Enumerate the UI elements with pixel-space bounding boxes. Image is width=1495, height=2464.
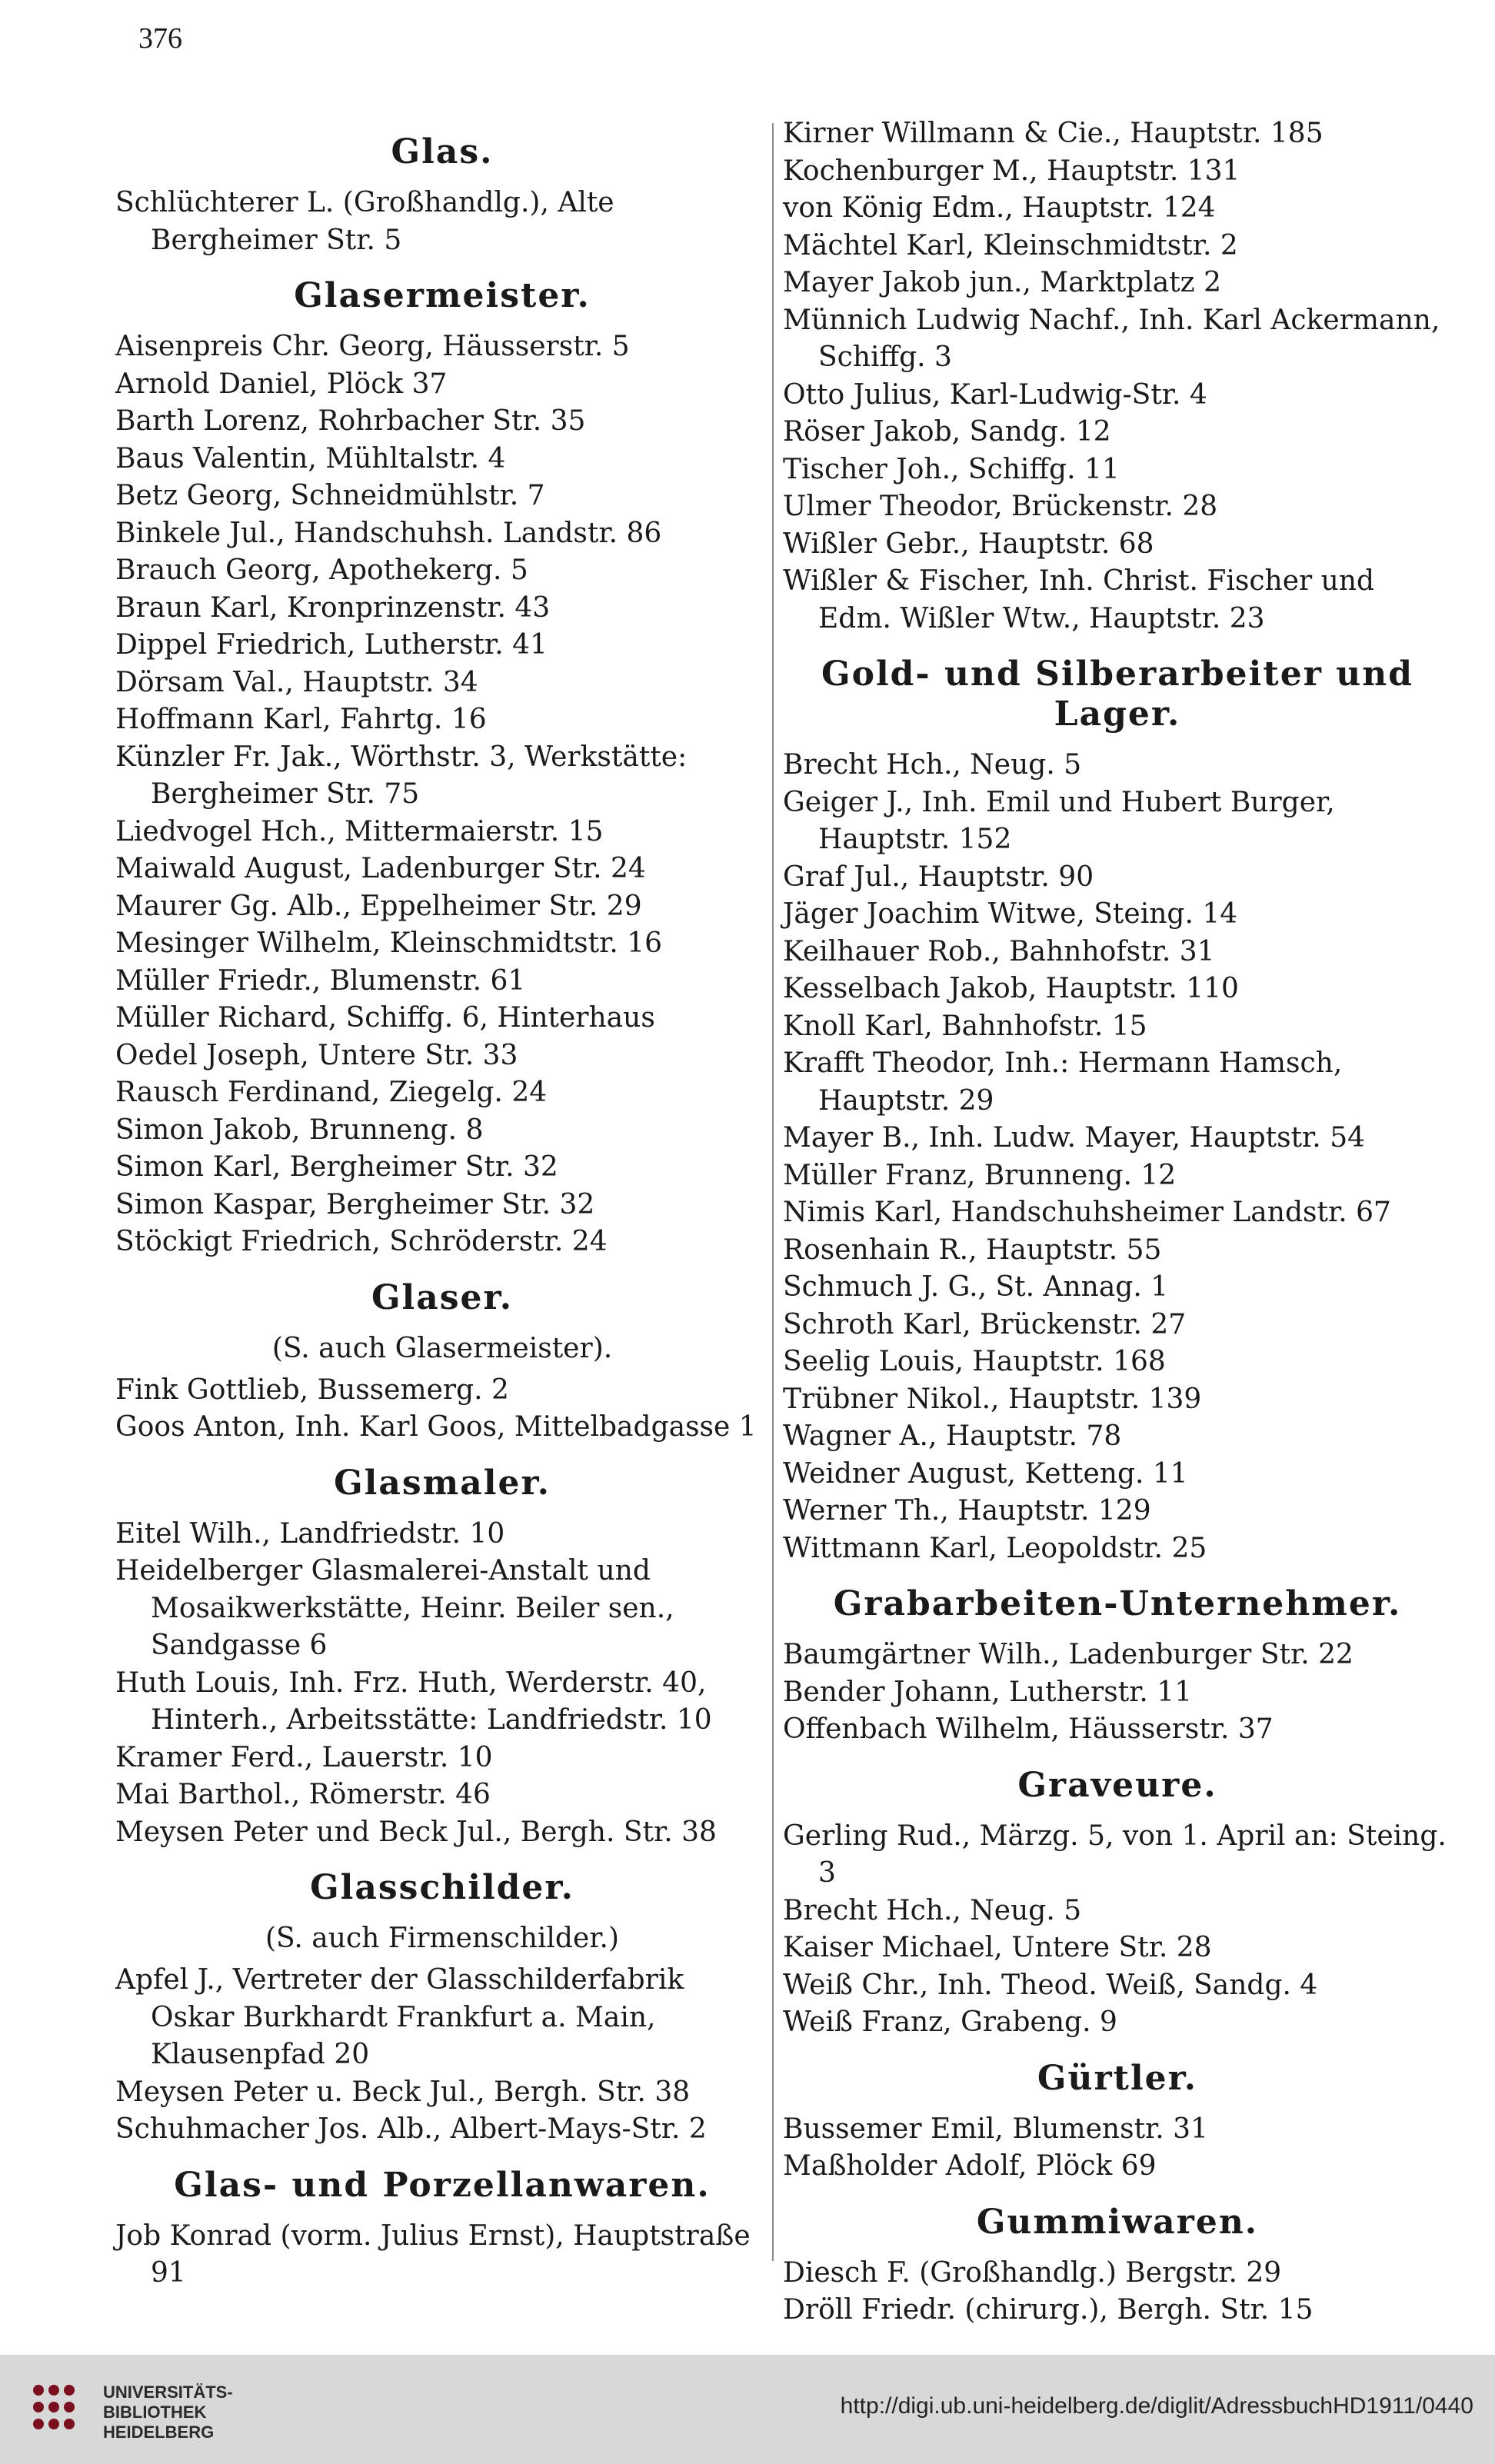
directory-entry: Mai Barthol., Römerstr. 46: [115, 1779, 491, 1810]
directory-entry: Krafft Theodor, Inh.: Hermann Hamsch, Hauptstr. 29: [783, 1047, 1343, 1117]
directory-entry: Geiger J., Inh. Emil und Hubert Burger, Hauptstr. 152: [783, 786, 1335, 855]
directory-entry: Münnich Ludwig Nachf., Inh. Karl Ackermann, Schiffg. 3: [783, 304, 1440, 373]
directory-entry: Baumgärtner Wilh., Ladenburger Str. 22: [783, 1639, 1353, 1670]
directory-entry: Mayer B., Inh. Ludw. Mayer, Hauptstr. 54: [783, 1122, 1366, 1154]
directory-entry: Nimis Karl, Handschuhsheimer Landstr. 67: [783, 1197, 1391, 1228]
right-column: [783, 115, 1452, 2329]
section-note: (S. auch Glasermeister).: [271, 1332, 613, 1364]
directory-entry: Brauch Georg, Apothekerg. 5: [115, 554, 528, 586]
directory-entry: Weiß Franz, Grabeng. 9: [783, 2006, 1117, 2038]
directory-entry: Tischer Joh., Schiffg. 11: [783, 453, 1120, 485]
directory-entry: Wagner A., Hauptstr. 78: [783, 1420, 1122, 1452]
directory-entry: Ulmer Theodor, Brückenstr. 28: [783, 491, 1218, 522]
section-heading: Glaser.: [371, 1277, 514, 1317]
directory-entry: Baus Valentin, Mühltalstr. 4: [115, 442, 506, 474]
directory-entry: Rosenhain R., Hauptstr. 55: [783, 1234, 1162, 1266]
directory-entry: Hoffmann Karl, Fahrtg. 16: [115, 704, 487, 735]
directory-entry: Kesselbach Jakob, Hauptstr. 110: [783, 973, 1239, 1004]
section-heading: Gürtler.: [1037, 2058, 1198, 2098]
directory-entry: Müller Richard, Schiffg. 6, Hinterhaus: [115, 1002, 655, 1034]
directory-entry: Wißler & Fischer, Inh. Christ. Fischer und Edm. Wißler Wtw., Hauptstr. 23: [783, 565, 1375, 634]
directory-entry: Huth Louis, Inh. Frz. Huth, Werderstr. 40, Hinterh., Arbeitsstätte: Landfriedstr. 10: [115, 1667, 712, 1736]
directory-entry: Arnold Daniel, Plöck 37: [115, 368, 448, 400]
section-heading: Glas.: [391, 132, 494, 171]
directory-entry: Simon Kaspar, Bergheimer Str. 32: [115, 1188, 595, 1220]
directory-entry: Wißler Gebr., Hauptstr. 68: [783, 528, 1154, 560]
directory-entry: Stöckigt Friedrich, Schröderstr. 24: [115, 1226, 608, 1257]
directory-entry: Weiß Chr., Inh. Theod. Weiß, Sandg. 4: [783, 1969, 1318, 2001]
directory-entry: Kaiser Michael, Untere Str. 28: [783, 1932, 1212, 1963]
directory-entry: Röser Jakob, Sandg. 12: [783, 416, 1111, 448]
directory-entry: Offenbach Wilhelm, Häusserstr. 37: [783, 1713, 1274, 1745]
directory-entry: Jäger Joachim Witwe, Steing. 14: [783, 898, 1238, 930]
section-heading: Glasmaler.: [334, 1463, 551, 1503]
directory-entry: Weidner August, Ketteng. 11: [783, 1457, 1188, 1490]
directory-entry: Mesinger Wilhelm, Kleinschmidtstr. 16: [115, 927, 663, 959]
directory-entry: Schroth Karl, Brückenstr. 27: [783, 1308, 1187, 1340]
directory-entry: Simon Jakob, Brunneng. 8: [115, 1114, 484, 1146]
directory-entry: Keilhauer Rob., Bahnhofstr. 31: [783, 935, 1215, 967]
column-divider: [772, 123, 774, 2261]
directory-entry: Trübner Nikol., Hauptstr. 139: [783, 1383, 1202, 1415]
directory-entry: Fink Gottlieb, Bussemerg. 2: [115, 1374, 509, 1406]
directory-entry: Seelig Louis, Hauptstr. 168: [783, 1346, 1166, 1377]
directory-entry: Knoll Karl, Bahnhofstr. 15: [783, 1010, 1147, 1042]
directory-entry: Betz Georg, Schneidmühlstr. 7: [115, 480, 545, 511]
directory-entry: Meysen Peter u. Beck Jul., Bergh. Str. 38: [115, 2076, 691, 2108]
directory-entry: Maurer Gg. Alb., Eppelheimer Str. 29: [115, 890, 642, 922]
section-heading: Glas- und Porzellanwaren.: [174, 2165, 711, 2205]
directory-entry: Braun Karl, Kronprinzenstr. 43: [115, 591, 551, 624]
directory-entry: Simon Karl, Bergheimer Str. 32: [115, 1151, 558, 1183]
directory-entry: Job Konrad (vorm. Julius Ernst), Hauptstraße 91: [115, 2219, 751, 2289]
library-name-line2: BIBLIOTHEK: [103, 2402, 207, 2422]
directory-entry: Mayer Jakob jun., Marktplatz 2: [783, 267, 1221, 298]
directory-entry: Kramer Ferd., Lauerstr. 10: [115, 1741, 493, 1773]
directory-entry: Kirner Willmann & Cie., Hauptstr. 185: [783, 118, 1324, 149]
directory-entry: Müller Franz, Brunneng. 12: [783, 1159, 1177, 1191]
directory-entry: Heidelberger Glasmalerei-Anstalt und Mosaikwerkstätte, Heinr. Beiler sen., Sandgasse 6: [115, 1555, 674, 1661]
directory-entry: Maiwald August, Ladenburger Str. 24: [115, 853, 646, 884]
section-heading: Graveure.: [1017, 1765, 1217, 1805]
directory-entry: Rausch Ferdinand, Ziegelg. 24: [115, 1077, 548, 1108]
section-heading: Grabarbeiten-Unternehmer.: [833, 1584, 1402, 1623]
directory-entry: Maßholder Adolf, Plöck 69: [783, 2150, 1157, 2182]
directory-entry: Mächtel Karl, Kleinschmidtstr. 2: [783, 229, 1238, 261]
directory-entry: Müller Friedr., Blumenstr. 61: [115, 964, 526, 997]
directory-entry: Wittmann Karl, Leopoldstr. 25: [783, 1532, 1207, 1564]
directory-entry: Bussemer Emil, Blumenstr. 31: [783, 2113, 1208, 2145]
directory-entry: Oedel Joseph, Untere Str. 33: [115, 1039, 518, 1071]
directory-entry: Schuhmacher Jos. Alb., Albert-Mays-Str. 2: [115, 2113, 707, 2145]
section-heading: Gold- und Silberarbeiter und Lager.: [821, 654, 1413, 734]
directory-entry: Schlüchterer L. (Großhandlg.), Alte Bergheimer Str. 5: [115, 187, 614, 256]
directory-entry: Kochenburger M., Hauptstr. 131: [783, 155, 1240, 187]
directory-entry: Dröll Friedr. (chirurg.), Bergh. Str. 15: [783, 2294, 1314, 2326]
directory-entry: von König Edm., Hauptstr. 124: [783, 192, 1216, 224]
directory-entry: Apfel J., Vertreter der Glasschilderfabrik Oskar Burkhardt Frankfurt a. Main, Klausenpfad 20: [115, 1964, 684, 2070]
directory-entry: Otto Julius, Karl-Ludwig-Str. 4: [783, 378, 1207, 411]
directory-entry: Meysen Peter und Beck Jul., Bergh. Str. 38: [115, 1816, 717, 1848]
directory-entry: Brecht Hch., Neug. 5: [783, 1894, 1082, 1926]
footer-bar: [0, 2355, 1495, 2464]
directory-entry: Dippel Friedrich, Lutherstr. 41: [115, 629, 548, 661]
library-name-line1: UNIVERSITÄTS-: [103, 2382, 233, 2402]
directory-entry: Brecht Hch., Neug. 5: [783, 749, 1082, 781]
section-heading: Gummiwaren.: [976, 2202, 1259, 2242]
directory-entry: Werner Th., Hauptstr. 129: [783, 1495, 1151, 1527]
directory-entry: Binkele Jul., Handschuhsh. Landstr. 86: [115, 517, 662, 549]
directory-entry: Dörsam Val., Hauptstr. 34: [115, 666, 478, 698]
directory-entry: Bender Johann, Lutherstr. 11: [783, 1676, 1193, 1708]
library-name-line3: HEIDELBERG: [103, 2422, 215, 2442]
directory-entry: Barth Lorenz, Rohrbacher Str. 35: [115, 405, 586, 437]
directory-entry: Künzler Fr. Jak., Wörthstr. 3, Werkstätte: Bergheimer Str. 75: [115, 741, 688, 810]
directory-entry: Diesch F. (Großhandlg.) Bergstr. 29: [783, 2256, 1282, 2289]
left-column: [115, 115, 769, 2293]
library-logo-icon: [23, 2375, 92, 2444]
directory-entry: Graf Jul., Hauptstr. 90: [783, 861, 1094, 893]
section-heading: Glasschilder.: [310, 1868, 574, 1907]
directory-entry: Goos Anton, Inh. Karl Goos, Mittelbadgasse 1: [115, 1411, 757, 1443]
source-url-link[interactable]: http://digi.ub.uni-heidelberg.de/diglit/AdressbuchHD1911/0440: [840, 2393, 1473, 2419]
page-number: 376: [138, 22, 182, 55]
library-name: [103, 2382, 233, 2442]
section-heading: Glasermeister.: [294, 276, 591, 315]
directory-entry: Gerling Rud., Märzg. 5, von 1. April an: Steing. 3: [783, 1820, 1447, 1889]
directory-entry: Aisenpreis Chr. Georg, Häusserstr. 5: [115, 331, 630, 362]
section-note: (S. auch Firmenschilder.): [265, 1923, 620, 1954]
directory-entry: Schmuch J. G., St. Annag. 1: [783, 1271, 1169, 1303]
directory-entry: Liedvogel Hch., Mittermaierstr. 15: [115, 815, 604, 847]
directory-entry: Eitel Wilh., Landfriedstr. 10: [115, 1517, 505, 1550]
